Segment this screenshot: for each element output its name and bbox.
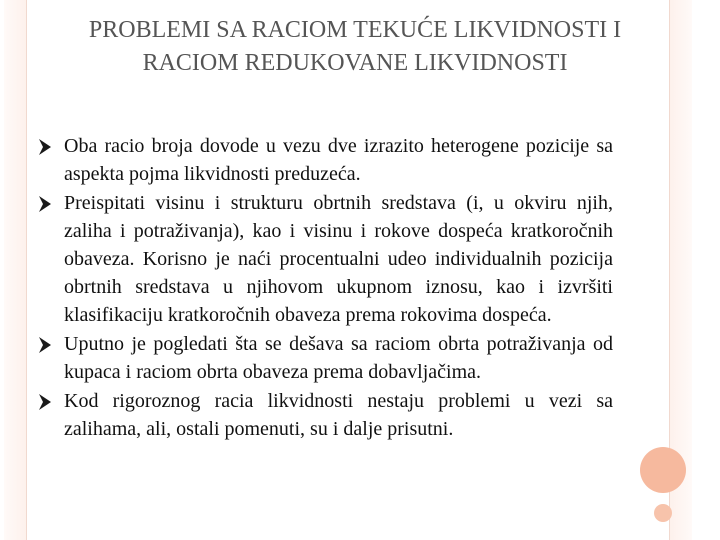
bullet-list	[38, 132, 613, 444]
bullet-text: Uputno je pogledati šta se dešava sa raciom obrta potraživanja od kupaca i raciom obrta obaveza prema dobavljačima.	[64, 333, 613, 383]
decorative-circle-small	[654, 504, 672, 522]
arrowhead-bullet-icon	[38, 335, 52, 355]
arrowhead-bullet-icon	[38, 137, 52, 157]
bullet-text: Preispitati visinu i strukturu obrtnih sredstava (i, u okviru njih, zaliha i potraživanja), kao i visinu i rokove dospeća kratkoročnih obaveza. Korisno je naći procentualni udeo individualnih pozicija obrtnih sredstava u njihovom ukupnom iznosu, kao i izvršiti klasifikaciju kratkoročnih obaveza prema rokovima dospeća.	[64, 192, 613, 326]
decorative-circle-large	[640, 447, 686, 493]
left-border-decoration	[4, 0, 27, 540]
bullet-text: Kod rigoroznog racia likvidnosti nestaju problemi u vezi sa zalihama, ali, ostali pomenuti, su i dalje prisutni.	[64, 390, 613, 440]
list-item	[38, 387, 613, 443]
list-item	[38, 132, 613, 188]
arrowhead-bullet-icon	[38, 194, 52, 214]
bullet-text: Oba racio broja dovode u vezu dve izrazito heterogene pozicije sa aspekta pojma likvidnosti preduzeća.	[64, 135, 613, 185]
list-item	[38, 189, 613, 329]
slide-title: PROBLEMI SA RACIOM TEKUĆE LIKVIDNOSTI I RACIOM REDUKOVANE LIKVIDNOSTI	[88, 17, 622, 76]
arrowhead-bullet-icon	[38, 392, 52, 412]
list-item	[38, 330, 613, 386]
